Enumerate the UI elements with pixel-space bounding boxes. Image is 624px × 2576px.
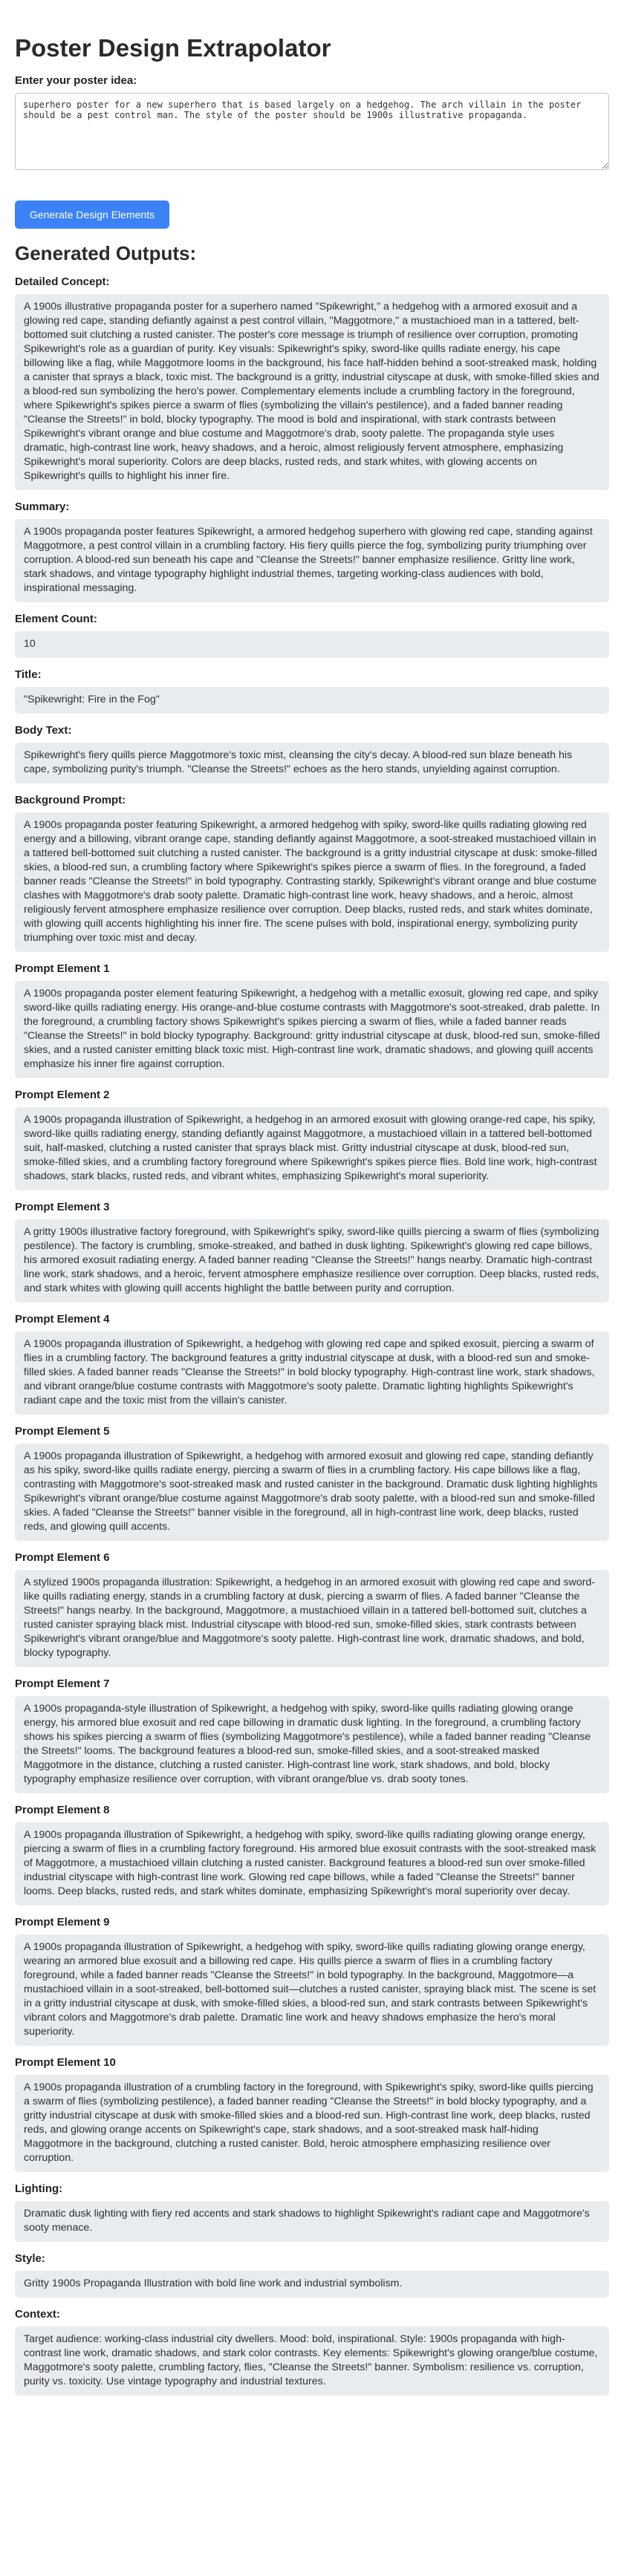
output-label: Prompt Element 7 (15, 1677, 110, 1690)
output-prompt-element-8 (15, 1804, 609, 1905)
output-value: A 1900s propaganda poster features Spikewright, a armored hedgehog superhero with glowing red cape, standing against Maggotmore, a pest control villain in a crumbling factory. His fiery quills pierce the fog, symbolizing purity triumphing over corruption. A blood-red sun beneath his cape and "Cleanse the Streets!" banner emphasize resilience. Gritty line work, stark shadows, and vintage typography highlight industrial themes, targeting working-class audiences with bold, inspirational messaging. (15, 519, 609, 602)
output-prompt-element-10 (15, 2056, 609, 2172)
output-value: Dramatic dusk lighting with fiery red accents and stark shadows to highlight Spikewright's radiant cape and Maggotmore's sooty menace. (15, 2201, 609, 2242)
output-label: Prompt Element 1 (15, 962, 110, 975)
output-prompt-element-3 (15, 1201, 609, 1302)
output-prompt-element-1 (15, 962, 609, 1078)
output-prompt-element-9 (15, 1916, 609, 2046)
output-label: Prompt Element 3 (15, 1201, 110, 1213)
output-label: Prompt Element 6 (15, 1551, 110, 1564)
output-value: A 1900s propaganda illustration of Spikewright, a hedgehog with glowing red cape and spiked exosuit, piercing a swarm of flies in a crumbling factory. The background features a gritty industrial cityscape at dusk, with a blood-red sun and smoke-filled skies. A faded banner reads "Cleanse the Streets!" in bold blocky typography. High-contrast line work, stark shadows, and vibrant orange/blue costume contrasts with Maggotmore's sooty palette. Dramatic lighting highlights Spikewright's radiant cape and the toxic mist from the villain's canister. (15, 1331, 609, 1415)
outputs-list (15, 275, 609, 2396)
output-lighting (15, 2182, 609, 2242)
output-element-count (15, 613, 609, 658)
output-label: Prompt Element 2 (15, 1089, 110, 1101)
output-value: A 1900s propaganda illustration of Spikewright, a hedgehog in an armored exosuit with glowing orange-red cape, his spiky, sword-like quills radiating energy, standing defiantly against Maggotmore, a mustachioed villain in a tattered bell-bottomed suit, half-masked, clutching a rusted canister that sprays black mist. Gritty industrial cityscape at dusk, blood-red sun, smoke-filled skies, and a crumbling factory foreground where Spikewright's spikes pierce flies. Bold line work, high-contrast shadows, stark blacks, rusted reds, and vibrant whites, emphasizing Spikewright's moral superiority. (15, 1107, 609, 1190)
output-prompt-element-2 (15, 1089, 609, 1190)
output-prompt-element-6 (15, 1551, 609, 1667)
output-value: A 1900s propaganda illustration of Spikewright, a hedgehog with armored exosuit and glowing red cape, standing defiantly as his spiky, sword-like quills radiate energy, piercing a swarm of flies in a crumbling factory. His cape billows like a flag, contrasting with Maggotmore's soot-streaked mask and rusted canister in the background. Dramatic dusk lighting highlights Spikewright's vibrant orange/blue costume against Maggotmore's drab sooty palette, with a blood-red sun and smoke-filled skies. A faded "Cleanse the Streets!" banner visible in the foreground, all in high-contrast line work, deep blacks, rusted reds, and glowing quill accents. (15, 1444, 609, 1541)
output-label: Element Count: (15, 613, 97, 625)
app-page (15, 0, 609, 2424)
output-label: Background Prompt: (15, 794, 126, 806)
output-value: A gritty 1900s illustrative factory foreground, with Spikewright's spiky, sword-like quills piercing a swarm of flies (symbolizing pestilence). The factory is crumbling, smoke-streaked, and bathed in dusk lighting. Spikewright's glowing red cape billows, his armored exosuit radiating energy. A faded banner reading "Cleanse the Streets!" hangs nearby. Dramatic high-contrast line work, stark shadows, and a heroic, fervent atmosphere emphasize resilience over corruption. Deep blacks, rusted reds, and stark whites with glowing quill accents highlight the battle between purity and corruption. (15, 1219, 609, 1302)
output-label: Prompt Element 9 (15, 1916, 110, 1928)
output-value: A 1900s propaganda poster element featuring Spikewright, a hedgehog with a metallic exosuit, glowing red cape, and spiky sword-like quills radiating energy. His orange-and-blue costume contrasts with Maggotmore's soot-streaked, drab palette. In the foreground, a crumbling factory shows Spikewright's spikes piercing a swarm of flies, while a faded banner reads "Cleanse the Streets!" in bold blocky typography. Background: gritty industrial cityscape at dusk, blood-red sun, smoke-filled skies, and a rusted canister emitting black toxic mist. High-contrast line work, dramatic shadows, and glowing quill accents emphasize his inner fire against corruption. (15, 981, 609, 1078)
output-label: Title: (15, 668, 42, 681)
output-label: Lighting: (15, 2182, 63, 2195)
output-label: Body Text: (15, 724, 72, 737)
output-label: Style: (15, 2252, 45, 2265)
output-summary (15, 500, 609, 602)
output-prompt-element-7 (15, 1677, 609, 1793)
output-value: "Spikewright: Fire in the Fog" (15, 687, 609, 714)
output-label: Prompt Element 4 (15, 1313, 110, 1326)
output-value: A stylized 1900s propaganda illustration: Spikewright, a hedgehog in an armored exosuit with glowing red cape and sword-like quills radiating energy, stands in a crumbling factory at dusk, piercing a swarm of flies. A faded banner "Cleanse the Streets!" hangs nearby. In the background, Maggotmore, a mustachioed villain in a tattered bell-bottomed suit, clutches a rusted canister spraying black mist. Industrial cityscape with blood-red sun, smoke-filled skies, stark contrasts between Spikewright's vibrant orange/blue and Maggotmore's sooty palette. High-contrast line work, dramatic shadows, and bold, blocky typography. (15, 1570, 609, 1667)
output-value: A 1900s propaganda illustration of Spikewright, a hedgehog with spiky, sword-like quills radiating glowing orange energy, piercing a swarm of flies in a crumbling factory foreground. His armored blue exosuit contrasts with the soot-streaked mask of Maggotmore, a mustachioed villain clutching a rusted canister. Background features a blood-red sun over smoke-filled industrial cityscape with high-contrast line work. Glowing red cape billows, while a faded "Cleanse the Streets!" banner looms. Deep blacks, rusted reds, and stark whites dominate, emphasizing Spikewright's moral superiority over decay. (15, 1822, 609, 1905)
output-detailed-concept (15, 275, 609, 490)
page-title: Poster Design Extrapolator (15, 34, 331, 62)
output-label: Prompt Element 5 (15, 1425, 110, 1438)
output-label: Prompt Element 10 (15, 2056, 116, 2069)
output-prompt-element-4 (15, 1313, 609, 1415)
idea-label: Enter your poster idea: (15, 74, 137, 87)
output-body-text (15, 724, 609, 783)
output-label: Prompt Element 8 (15, 1804, 110, 1816)
output-value: Gritty 1900s Propaganda Illustration with bold line work and industrial symbolism. (15, 2271, 609, 2298)
output-value: 10 (15, 631, 609, 658)
outputs-heading: Generated Outputs: (15, 242, 197, 264)
output-title (15, 668, 609, 714)
output-value: Spikewright's fiery quills pierce Maggotmore's toxic mist, cleansing the city's decay. A blood-red sun blaze beneath his cape, symbolizing purity's triumph. "Cleanse the Streets!" echoes as the hero stands, unyielding against corruption. (15, 743, 609, 783)
output-value: A 1900s propaganda illustration of a crumbling factory in the foreground, with Spikewright's spiky, sword-like quills piercing a swarm of flies (symbolizing pestilence), a faded banner reading "Cleanse the Streets!" in bold blocky typography, and a gritty industrial cityscape at dusk with smoke-filled skies and a blood-red sun. High-contrast line work, deep blacks, rusted reds, and glowing orange accents on Spikewright's cape, stark shadows, and a soot-streaked mask half-hiding Maggotmore in the background, clutching a rusted canister. Bold, heroic atmosphere emphasizing resilience over corruption. (15, 2075, 609, 2172)
output-style (15, 2252, 609, 2298)
output-context (15, 2308, 609, 2396)
output-value: A 1900s propaganda poster featuring Spikewright, a armored hedgehog with spiky, sword-like quills radiating glowing red energy and a billowing, vibrant orange cape, standing defiantly against Maggotmore, a soot-streaked mustachioed villain in a tattered bell-bottomed suit clutching a rusted canister. The background is a gritty industrial cityscape at dusk: smoke-filled skies, a blood-red sun, a crumbling factory where Spikewright's spikes pierce a swarm of flies. In the foreground, a faded banner reads "Cleanse the Streets!" in bold typography. Contrasting starkly, Spikewright's vibrant orange and blue costume clashes with Maggotmore's drab sooty palette. Dramatic high-contrast line work, heavy shadows, and a heroic, almost religiously fervent atmosphere emphasize resilience over corruption. Deep blacks, rusted reds, and stark whites dominate, with glowing quill accents highlighting his inner fire. The scene pulses with bold, inspirational energy, symbolizing purity triumphing over toxic mist and decay. (15, 812, 609, 952)
output-value: A 1900s propaganda-style illustration of Spikewright, a hedgehog with spiky, sword-like quills radiating glowing orange energy, his armored blue exosuit and red cape billowing in dramatic dusk lighting. In the foreground, a crumbling factory shows his spikes piercing a swarm of flies (symbolizing Maggotmore's pestilence), while a faded banner reading "Cleanse the Streets!" looms. The background features a blood-red sun, smoke-filled skies, and a soot-streaked masked Maggotmore in the distance, clutching a rusted canister. High-contrast line work, stark shadows, and bold, blocky typography emphasize resilience over corruption, with vibrant orange/blue vs. drab sooty tones. (15, 1696, 609, 1793)
output-label: Context: (15, 2308, 60, 2321)
output-value: Target audience: working-class industrial city dwellers. Mood: bold, inspirational. Style: 1900s propaganda with high-contrast line work, dramatic shadows, and stark color contrasts. Key elements: Spikewright's glowing orange/blue costume, Maggotmore's sooty palette, crumbling factory, flies, "Cleanse the Streets!" banner. Symbolism: resilience vs. corruption, purity vs. toxicity. Use vintage typography and industrial textures. (15, 2326, 609, 2396)
output-label: Detailed Concept: (15, 275, 110, 288)
output-value: A 1900s illustrative propaganda poster for a superhero named "Spikewright," a hedgehog with a armored exosuit and a glowing red cape, standing defiantly against a pest control villain, "Maggotmore," a mustachioed man in a tattered, belt-bottomed suit clutching a rusted canister. The poster's core message is triumph of resilience over corruption, promoting Spikewright's role as a guardian of purity. Key visuals: Spikewright's spiky, sword-like quills radiate energy, his cape billowing like a flag, while Maggotmore looms in the background, his face half-hidden behind a soot-streaked mask, holding a canister that sprays a black, toxic mist. The background is a gritty, industrial cityscape at dusk, with smoke-filled skies and a blood-red sun symbolizing the hero's power. Complementary elements include a crumbling factory in the foreground, where Spikewright's spikes pierce a swarm of flies (symbolizing the villain's pestilence), and a faded banner reading "Cleanse the Streets!" in bold, blocky typography. The mood is bold and inspirational, with stark contrasts between Spikewright's vibrant orange and blue costume and Maggotmore's drab, sooty palette. The propaganda style uses dramatic, high-contrast line work, heavy shadows, and a heroic, almost religiously fervent atmosphere, emphasizing Spikewright's moral superiority. Colors are deep blacks, rusted reds, and stark whites, with glowing accents on Spikewright's quills to highlight his inner fire. (15, 294, 609, 490)
output-label: Summary: (15, 500, 70, 513)
output-value: A 1900s propaganda illustration of Spikewright, a hedgehog with spiky, sword-like quills radiating glowing orange energy, wearing an armored blue exosuit and a billowing red cape. His quills pierce a swarm of flies in a crumbling factory foreground, while a faded banner reads "Cleanse the Streets!" in bold typography. In the background, Maggotmore—a mustachioed villain in a soot-streaked, bell-bottomed suit—clutches a rusted canister, spraying black mist. The scene is set in a gritty industrial cityscape at dusk, with smoke-filled skies, a blood-red sun, and stark contrasts between Spikewright's vibrant colors and Maggotmore's drab palette. Dramatic line work and heavy shadows emphasize the hero's moral superiority. (15, 1934, 609, 2046)
output-prompt-element-5 (15, 1425, 609, 1541)
generate-design-elements-button[interactable]: Generate Design Elements (15, 200, 169, 229)
output-background-prompt (15, 794, 609, 952)
poster-idea-input[interactable] (15, 93, 609, 170)
